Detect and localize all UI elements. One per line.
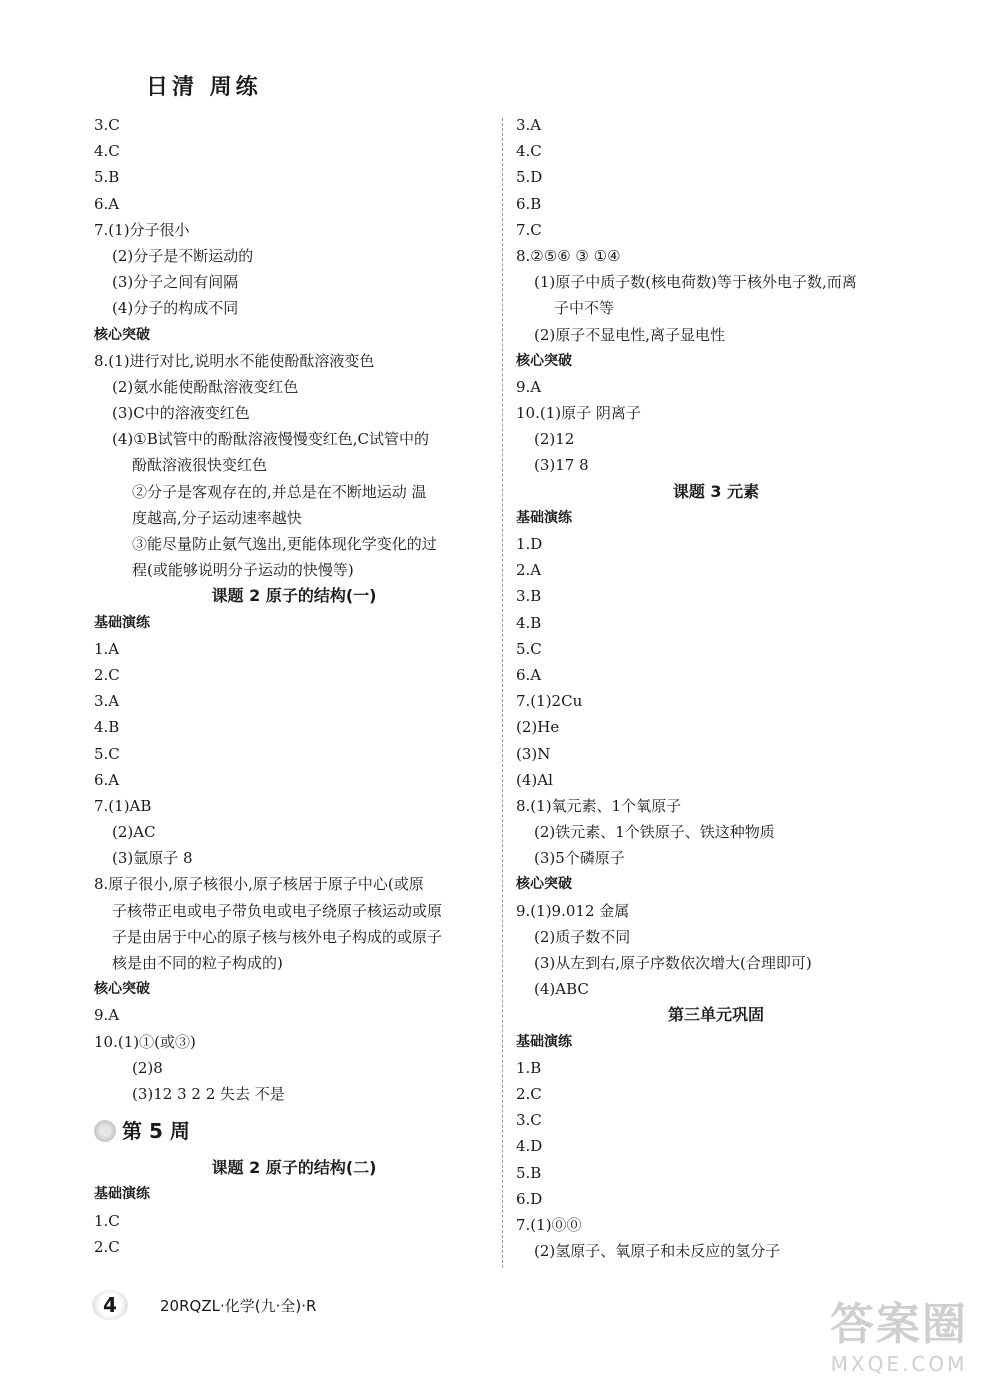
section-title: 课题 3 元素	[672, 481, 760, 501]
answer-line: 3.A	[516, 116, 542, 134]
answer-line: 4.C	[94, 142, 120, 161]
book-code: 20RQZL·化学(九·全)·R	[160, 1296, 317, 1315]
answer-line: 7.C	[516, 220, 542, 239]
section-title: 课题 2 原子的结构(一)	[211, 586, 377, 606]
answer-line: (3)C中的溶液变红色	[112, 404, 250, 423]
answer-line: 5.C	[516, 639, 542, 658]
answer-line: 8.(1)进行对比,说明水不能使酚酞溶液变色	[94, 351, 375, 370]
answer-line: 7.(1)AB	[94, 796, 152, 815]
subsection-heading: 核心突破	[94, 326, 150, 343]
answer-line: 3.C	[516, 1111, 542, 1130]
answer-line: 10.(1)①(或③)	[94, 1032, 196, 1051]
answer-line: 3.A	[94, 692, 120, 711]
answer-line: 子核带正电或电子带负电或电子绕原子核运动或原	[112, 901, 443, 920]
answer-line: (3)从左到右,原子序数依次增大(合理即可)	[534, 954, 812, 972]
answer-line: 7.(1)分子很小	[94, 220, 190, 239]
answer-line: (2)8	[132, 1058, 163, 1077]
watermark-logo	[804, 1288, 994, 1388]
answer-line: (3)氩原子 8	[112, 849, 193, 868]
answer-line: 6.D	[516, 1189, 543, 1208]
column-divider	[502, 118, 503, 1268]
subsection-heading: 基础演练	[516, 1033, 572, 1050]
answer-line: (3)5个磷原子	[534, 849, 625, 868]
page-footer	[92, 1290, 316, 1320]
answer-line: 2.C	[94, 1237, 120, 1256]
answer-line: 9.A	[94, 1006, 120, 1025]
left-column	[94, 112, 494, 1260]
subsection-heading: 核心突破	[516, 876, 572, 893]
watermark-text: 答案圈	[830, 1299, 968, 1350]
answer-line: (2)分子是不断运动的	[112, 246, 254, 265]
answer-line: ③能尽量防止氨气逸出,更能体现化学变化的过	[132, 535, 437, 553]
answer-line: (3)12 3 2 2 失去 不是	[132, 1084, 285, 1103]
answer-line: 7.(1)⓪⓪	[516, 1215, 582, 1234]
answer-line: ②分子是客观存在的,并总是在不断地运动 温	[132, 482, 427, 501]
answer-line: 1.C	[94, 1211, 120, 1230]
watermark-url: MXQE.COM	[830, 1352, 968, 1376]
answer-line: 5.B	[516, 1163, 542, 1182]
answer-line: (4)Al	[516, 770, 553, 789]
answer-line: 8.原子很小,原子核很小,原子核居于原子中心(或原	[94, 875, 424, 894]
right-column	[516, 112, 916, 1264]
answer-line: (4)ABC	[534, 980, 589, 999]
answer-line: (1)原子中质子数(核电荷数)等于核外电子数,而离	[534, 273, 857, 292]
answer-line: (4)①B试管中的酚酞溶液慢慢变红色,C试管中的	[112, 430, 429, 449]
answer-line: 1.B	[516, 1058, 542, 1077]
answer-line: (2)原子不显电性,离子显电性	[534, 325, 726, 344]
answer-line: 8.②⑤⑥ ③ ①④	[516, 246, 621, 265]
subsection-heading: 基础演练	[516, 509, 572, 526]
answer-line: (2)AC	[112, 823, 156, 842]
subsection-heading: 基础演练	[94, 614, 150, 631]
answer-line: (3)17 8	[534, 456, 589, 475]
page-number: 4	[92, 1290, 128, 1320]
page-header-title: 日清 周练	[146, 75, 262, 100]
answer-line: 4.D	[516, 1137, 543, 1156]
answer-line: 6.B	[516, 194, 542, 213]
answer-line: 酚酞溶液很快变红色	[132, 456, 268, 475]
answer-line: 5.B	[94, 168, 120, 187]
answer-line: 2.C	[516, 1084, 542, 1103]
answer-line: (2)He	[516, 718, 560, 737]
answer-line: (2)12	[534, 430, 575, 449]
answer-line: 子是由居于中心的原子核与核外电子构成的或原子	[112, 927, 443, 946]
answer-line: 4.B	[516, 613, 542, 632]
answer-line: 6.A	[516, 665, 542, 684]
subsection-heading: 核心突破	[94, 981, 150, 998]
answer-line: 核是由不同的粒子构成的)	[112, 954, 283, 972]
answer-line: 程(或能够说明分子运动的快慢等)	[132, 561, 354, 580]
answer-line: 2.C	[94, 665, 120, 684]
answer-line: 1.A	[94, 639, 120, 658]
subsection-heading: 基础演练	[94, 1186, 150, 1203]
answer-line: 1.D	[516, 535, 543, 553]
answer-line: (2)质子数不同	[534, 927, 631, 946]
answer-line: 5.D	[516, 168, 543, 187]
subsection-heading: 核心突破	[516, 352, 572, 369]
answer-line: 3.B	[516, 587, 542, 606]
answer-line: 子中不等	[554, 299, 615, 318]
answer-line: 6.A	[94, 770, 120, 789]
answer-line: 10.(1)原子 阴离子	[516, 404, 641, 423]
answer-line: 9.(1)9.012 金属	[516, 901, 630, 920]
answer-line: (2)铁元素、1个铁原子、铁这种物质	[534, 823, 775, 842]
answer-line: 6.A	[94, 194, 120, 213]
week-heading	[94, 1107, 494, 1155]
answer-line: 3.C	[94, 116, 120, 134]
answer-line: 5.C	[94, 744, 120, 763]
answer-line: (2)氢原子、氧原子和未反应的氢分子	[534, 1242, 781, 1261]
answer-line: 2.A	[516, 561, 542, 580]
answer-line: 4.B	[94, 718, 120, 737]
section-title: 第三单元巩固	[667, 1005, 764, 1025]
answer-line: 7.(1)2Cu	[516, 692, 583, 711]
answer-line: (3)分子之间有间隔	[112, 273, 239, 292]
answer-line: 9.A	[516, 377, 542, 396]
answer-line: 度越高,分子运动速率越快	[132, 508, 302, 527]
answer-line: (4)分子的构成不同	[112, 299, 239, 318]
answer-line: 4.C	[516, 142, 542, 161]
section-title: 课题 2 原子的结构(二)	[211, 1158, 377, 1178]
answer-line: 8.(1)氧元素、1个氧原子	[516, 796, 682, 815]
answer-line: (3)N	[516, 744, 551, 763]
week-heading-text: 第 5 周	[122, 1119, 190, 1144]
answer-line: (2)氨水能使酚酞溶液变红色	[112, 377, 299, 396]
week-badge-icon	[94, 1120, 116, 1142]
